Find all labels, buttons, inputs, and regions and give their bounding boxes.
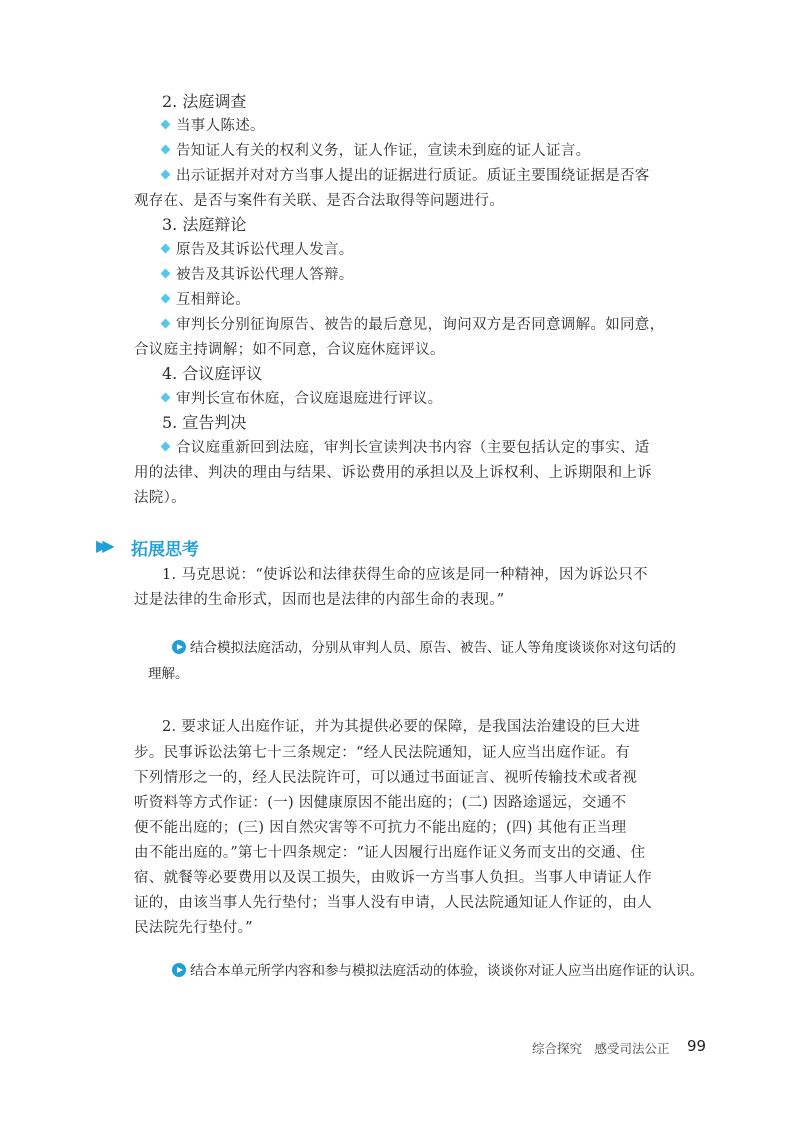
paragraph-line: 用的法律、判决的理由与结果、诉讼费用的承担以及上诉权利、上诉期限和上诉	[134, 465, 652, 481]
list-item: 告知证人有关的权利义务，证人作证，宣读未到庭的证人证言。	[162, 139, 590, 160]
paragraph-line: 1. 马克思说：“使诉讼和法律获得生命的应该是同一种精神，因为诉讼只不	[162, 567, 648, 583]
discussion-prompt-continued: 理解。	[148, 666, 189, 682]
diamond-bullet-icon	[161, 442, 171, 452]
paragraph-line: 法院）。	[134, 490, 186, 506]
list-item: 当事人陈述。	[162, 114, 265, 135]
list-item: 原告及其诉讼代理人发言。	[162, 238, 354, 259]
section-heading-judgment: 5. 宣告判决	[162, 413, 247, 432]
diamond-bullet-icon	[161, 145, 171, 155]
play-circle-icon	[172, 963, 186, 977]
diamond-bullet-icon	[161, 294, 171, 304]
diamond-bullet-icon	[161, 393, 171, 403]
section-title-extension: 拓展思考	[131, 540, 199, 560]
paragraph-line: 过是法律的生命形式，因而也是法律的内部生命的表现。”	[134, 592, 505, 608]
list-item: 合议庭重新回到法庭，审判长宣读判决书内容（主要包括认定的事实、适	[162, 436, 650, 457]
footer-title: 综合探究 感受司法公正	[532, 1041, 670, 1056]
play-circle-icon	[172, 640, 186, 654]
discussion-prompt: 结合本单元所学内容和参与模拟法庭活动的体验，谈谈你对证人应当出庭作证的认识。	[172, 959, 703, 979]
list-item: 被告及其诉讼代理人答辩。	[162, 263, 354, 284]
paragraph-line: 宿、就餐等必要费用以及误工损失，由败诉一方当事人负担。当事人申请证人作	[134, 870, 652, 886]
paragraph-line: 听资料等方式作证：(一) 因健康原因不能出庭的；(二) 因路途遥远，交通不	[134, 795, 627, 811]
diamond-bullet-icon	[161, 319, 171, 329]
paragraph-line: 下列情形之一的，经人民法院许可，可以通过书面证言、视听传输技术或者视	[134, 770, 638, 786]
page-number: 99	[687, 1037, 707, 1055]
paragraph-line: 步。民事诉讼法第七十三条规定：“经人民法院通知，证人应当出庭作证。有	[134, 745, 631, 761]
paragraph-line: 合议庭主持调解；如不同意，合议庭休庭评议。	[134, 342, 445, 358]
paragraph-line: 由不能出庭的。”第七十四条规定：“证人因履行出庭作证义务而支出的交通、住	[134, 845, 646, 861]
list-item: 审判长分别征询原告、被告的最后意见，询问双方是否同意调解。如同意，	[162, 313, 664, 334]
diamond-bullet-icon	[161, 120, 171, 130]
section-heading-panel-deliberation: 4. 合议庭评议	[162, 364, 263, 383]
double-chevron-right-icon: ▶▶	[96, 536, 109, 555]
paragraph-line: 便不能出庭的；(三) 因自然灾害等不可抗力不能出庭的；(四) 其他有正当理	[134, 820, 627, 836]
list-item: 出示证据并对对方当事人提出的证据进行质证。质证主要围绕证据是否客	[162, 164, 650, 185]
section-heading-court-debate: 3. 法庭辩论	[162, 215, 247, 234]
diamond-bullet-icon	[161, 244, 171, 254]
paragraph-line: 民法院先行垫付。”	[134, 920, 253, 936]
list-item: 审判长宣布休庭，合议庭退庭进行评议。	[162, 387, 442, 408]
diamond-bullet-icon	[161, 269, 171, 279]
discussion-prompt: 结合模拟法庭活动，分别从审判人员、原告、被告、证人等角度谈谈你对这句话的	[172, 636, 676, 656]
section-heading-court-investigation: 2. 法庭调查	[162, 92, 247, 111]
paragraph-line: 观存在、是否与案件有关联、是否合法取得等问题进行。	[134, 193, 504, 209]
paragraph-line: 证的，由该当事人先行垫付；当事人没有申请，人民法院通知证人作证的，由人	[134, 895, 652, 911]
diamond-bullet-icon	[161, 170, 171, 180]
list-item: 互相辩论。	[162, 288, 250, 309]
paragraph-line: 2. 要求证人出庭作证，并为其提供必要的保障，是我国法治建设的巨大进	[162, 719, 641, 735]
